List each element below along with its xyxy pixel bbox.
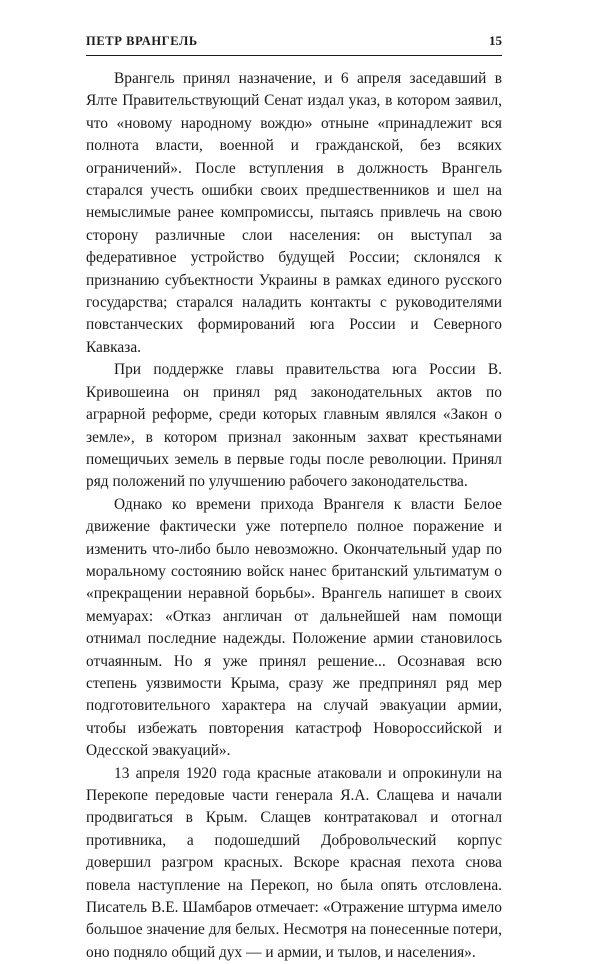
page-number: 15 (489, 33, 502, 48)
paragraph: Врангель принял назначение, и 6 апреля заседавший в Ялте Правительствующий Сенат издал указ, в котором заявил, что «новому народному вождю» отныне «принадлежит вся полнота власти, военной и гражданской, без всяких ограничений». После вступления в должность Врангель старался учесть ошибки своих предшественников и шел на немыслимые ранее компромиссы, пытаясь привлечь на свою сторону различные слои населения: он выступал за федеративное устройство будущей России; склонялся к признанию субъектности Украины в рамках единого русского государства; старался наладить контакты с руководителями повстанческих формирований юга России и Северного Кавказа. (86, 70, 502, 356)
running-title: ПЕТР ВРАНГЕЛЬ (86, 34, 198, 48)
header-rule (86, 55, 502, 56)
paragraph: При поддержке главы правительства юга России В. Кривошеина он принял ряд законодательных актов по аграрной реформе, среди которых главным являлся «Закон о земле», в котором признал законным захват крестьянами помещичьих земель в первые годы после революции. Принял ряд положений по улучшению рабочего законодательства. (86, 361, 502, 491)
paragraph: Однако ко времени прихода Врангеля к власти Белое движение фактически уже потерпело полное поражение и изменить что-либо было невозможно. Окончательный удар по моральному состоянию войск нанес британский ультиматум о «прекращении неравной борьбы». Врангель напишет в своих мемуарах: «Отказ англичан от дальнейшей нам помощи отнимал последние надежды. Положение армии становилось отчаянным. Но я уже принял решение... Осознавая всю степень уязвимости Крыма, сразу же предпринял ряд мер подготовительного характера на случай эвакуации армии, чтобы избежать повторения катастроф Новороссийской и Одесской эвакуаций». (86, 495, 502, 760)
body-text (86, 68, 502, 964)
paragraph: 13 апреля 1920 года красные атаковали и опрокинули на Перекопе передовые части генерала Я.А. Слащева и начали продвигаться в Крым. Слащев контратаковал и отогнал противника, а подошедший Добровольческий корпус довершил разгром красных. Вскоре красная пехота снова повела наступление на Перекоп, но была опять отсловлена. Писатель В.Е. Шамбаров отмечает: «Отражение штурма имело большое значение для белых. Несмотря на понесенные потери, оно подняло общий дух — и армии, и тылов, и населения». (86, 764, 502, 961)
running-header (86, 30, 502, 52)
